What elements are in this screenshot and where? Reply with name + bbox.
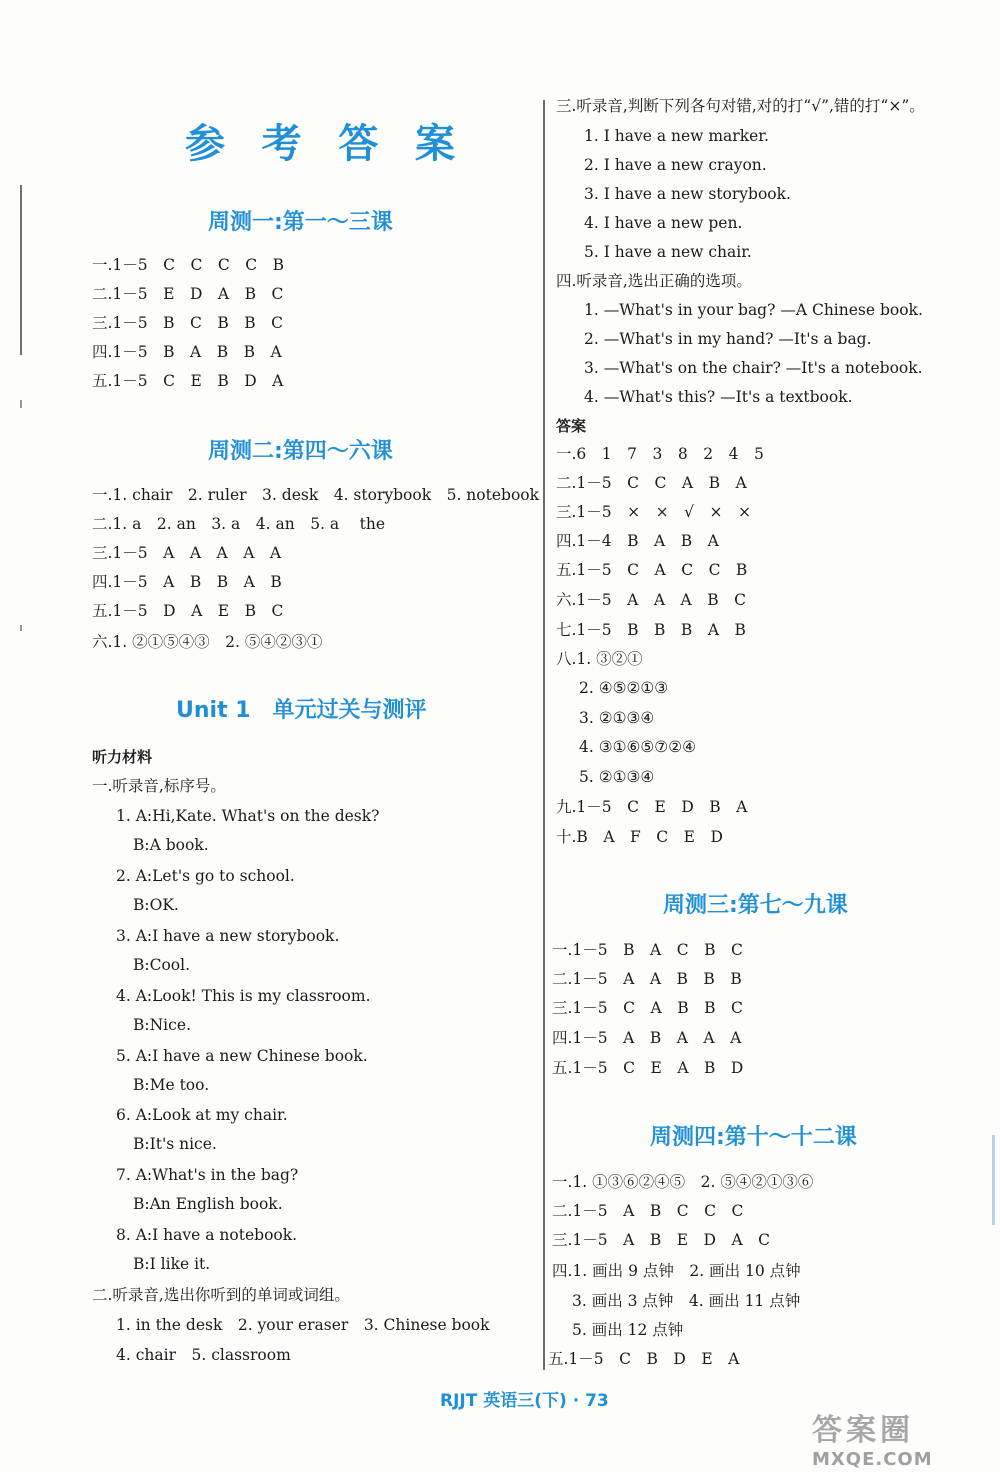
- week2-answer: 六.1. ②①⑤④③ 2. ⑤④②③①: [92, 633, 323, 651]
- column-divider: [543, 100, 545, 1370]
- answer-line: 3. ②①③④: [579, 709, 655, 727]
- dialog-line: 2. A:Let's go to school.: [116, 867, 295, 885]
- week2-answer: 五.1－5 D A E B C: [92, 602, 284, 620]
- title-char: 答: [338, 121, 379, 167]
- week3-answer: 四.1－5 A B A A A: [552, 1029, 742, 1047]
- listening-label: 听力材料: [92, 748, 153, 766]
- dialog-line: B:A book.: [133, 836, 209, 854]
- week1-answer: 一.1－5 C C C C B: [92, 256, 284, 274]
- answer-line: 三.1－5 × × √ × ×: [556, 503, 751, 521]
- week4-answer: 一.1. ①③⑥②④⑤ 2. ⑤④②①③⑥: [552, 1173, 814, 1191]
- part3-line: 3. I have a new storybook.: [584, 185, 791, 203]
- answer-line: 二.1－5 C C A B A: [556, 474, 747, 492]
- watermark-top: 答案圈: [812, 1413, 914, 1448]
- part4-line: 2. —What's in my hand? —It's a bag.: [584, 330, 872, 348]
- part3-line: 5. I have a new chair.: [584, 243, 752, 261]
- week2-answer: 一.1. chair 2. ruler 3. desk 4. storybook 5. notebook: [92, 486, 540, 504]
- watermark-logo: [812, 1405, 992, 1470]
- part4-line: 4. —What's this? —It's a textbook.: [584, 388, 853, 406]
- answer-line: 五.1－5 C A C C B: [556, 561, 748, 579]
- week1-answer: 四.1－5 B A B B A: [92, 343, 282, 361]
- week1-answer: 三.1－5 B C B B C: [92, 314, 284, 332]
- dialog-line: B:OK.: [133, 896, 179, 914]
- week4-answer: 三.1－5 A B E D A C: [552, 1231, 771, 1249]
- part2-heading: 二.听录音,选出你听到的单词或词组。: [92, 1286, 350, 1304]
- week2-title: 周测二:第四～六课: [208, 439, 393, 464]
- week3-answer: 三.1－5 C A B B C: [552, 999, 743, 1017]
- scan-mark: [20, 625, 22, 631]
- part2-line: 1. in the desk 2. your eraser 3. Chinese book: [116, 1316, 490, 1334]
- week4-answer: 3. 画出 3 点钟 4. 画出 11 点钟: [572, 1292, 801, 1310]
- title-char: 案: [414, 121, 455, 167]
- dialog-line: B:Me too.: [133, 1076, 210, 1094]
- week4-answer: 5. 画出 12 点钟: [572, 1321, 684, 1339]
- dialog-line: B:Nice.: [133, 1016, 191, 1034]
- answer-line: 九.1－5 C E D B A: [556, 798, 748, 816]
- dialog-line: B:An English book.: [133, 1195, 283, 1213]
- part3-line: 4. I have a new pen.: [584, 214, 743, 232]
- part3-heading: 三.听录音,判断下列各句对错,对的打“√”,错的打“×”。: [556, 97, 925, 115]
- dialog-line: 4. A:Look! This is my classroom.: [116, 987, 371, 1005]
- week3-answer: 二.1－5 A A B B B: [552, 970, 742, 988]
- week4-answer: 四.1. 画出 9 点钟 2. 画出 10 点钟: [552, 1262, 801, 1280]
- dialog-line: 8. A:I have a notebook.: [116, 1226, 298, 1244]
- dialog-line: 7. A:What's in the bag?: [116, 1166, 299, 1184]
- week3-answer: 五.1－5 C E A B D: [552, 1059, 744, 1077]
- answer-line: 5. ②①③④: [579, 768, 655, 786]
- part4-line: 1. —What's in your bag? —A Chinese book.: [584, 301, 923, 319]
- dialog-line: 6. A:Look at my chair.: [116, 1106, 288, 1124]
- answer-line: 六.1－5 A A A B C: [556, 591, 746, 609]
- title-char: 考: [261, 121, 302, 167]
- part4-line: 3. —What's on the chair? —It's a notebook.: [584, 359, 923, 377]
- watermark-url: MXQE.COM: [812, 1449, 933, 1470]
- answer-line: 四.1－4 B A B A: [556, 532, 719, 550]
- part1-heading: 一.听录音,标序号。: [92, 777, 226, 795]
- answer-line: 一.6 1 7 3 8 2 4 5: [556, 445, 764, 463]
- dialog-line: B:I like it.: [133, 1255, 211, 1273]
- week4-answer: 五.1－5 C B D E A: [548, 1350, 740, 1368]
- part3-line: 2. I have a new crayon.: [584, 156, 767, 174]
- scan-mark: [992, 1135, 995, 1225]
- week1-title: 周测一:第一～三课: [208, 210, 393, 235]
- part4-heading: 四.听录音,选出正确的选项。: [556, 272, 752, 290]
- scan-mark: [20, 185, 22, 355]
- week3-title: 周测三:第七～九课: [663, 893, 848, 918]
- answer-line: 七.1－5 B B B A B: [556, 621, 746, 639]
- answer-line: 2. ④⑤②①③: [579, 679, 669, 697]
- dialog-line: 1. A:Hi,Kate. What's on the desk?: [116, 807, 380, 825]
- week2-answer: 三.1－5 A A A A A: [92, 544, 282, 562]
- answer-line: 4. ③①⑥⑤⑦②④: [579, 738, 696, 756]
- dialog-line: 5. A:I have a new Chinese book.: [116, 1047, 368, 1065]
- dialog-line: B:It's nice.: [133, 1135, 217, 1153]
- part2-line: 4. chair 5. classroom: [116, 1346, 291, 1364]
- title-char: 参: [185, 121, 225, 167]
- unit1-title: Unit 1 单元过关与测评: [176, 698, 427, 723]
- week4-title: 周测四:第十～十二课: [650, 1125, 857, 1150]
- week1-answer: 五.1－5 C E B D A: [92, 372, 284, 390]
- week4-answer: 二.1－5 A B C C C: [552, 1202, 744, 1220]
- week2-answer: 四.1－5 A B B A B: [92, 573, 282, 591]
- week1-answer: 二.1－5 E D A B C: [92, 285, 284, 303]
- page-title: [185, 112, 455, 169]
- page-footer: RJJT 英语三(下) · 73: [440, 1391, 609, 1411]
- answer-line: 八.1. ③②①: [556, 650, 643, 668]
- dialog-line: B:Cool.: [133, 956, 191, 974]
- answer-line: 十.B A F C E D: [556, 828, 723, 846]
- answer-label: 答案: [556, 417, 587, 435]
- part3-line: 1. I have a new marker.: [584, 127, 769, 145]
- week2-answer: 二.1. a 2. an 3. a 4. an 5. a the: [92, 515, 385, 533]
- scan-mark: [20, 400, 22, 408]
- dialog-line: 3. A:I have a new storybook.: [116, 927, 340, 945]
- week3-answer: 一.1－5 B A C B C: [552, 941, 743, 959]
